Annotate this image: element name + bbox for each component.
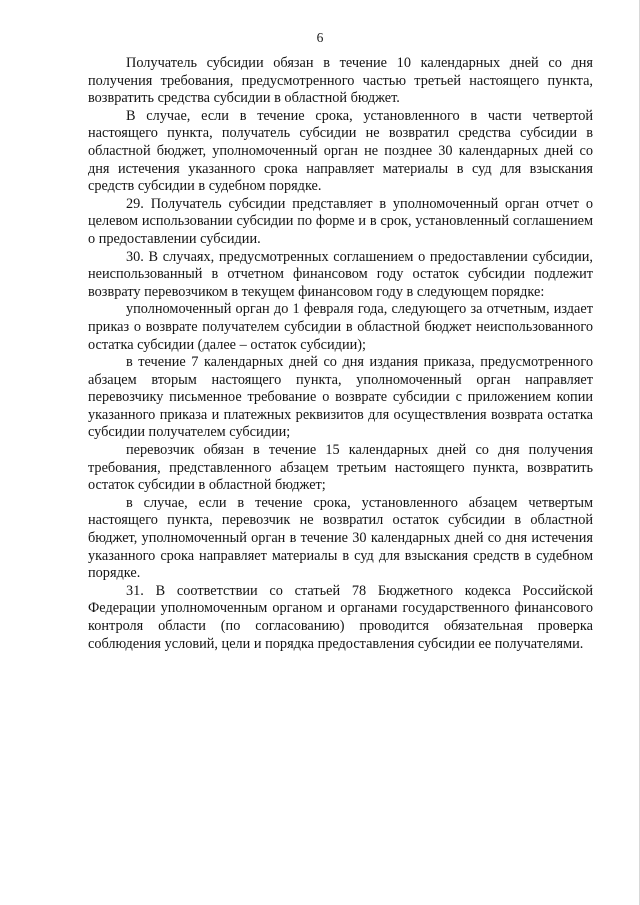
paragraph-item-30-unused-balance: 30. В случаях, предусмотренных соглашением о предоставлении субсидии, неиспользованный в отчетном финансовом году остаток субсидии подлежит возврату перевозчиком в текущем финансовом году в следующем порядке: [88, 248, 593, 300]
paragraph-carrier-court-recovery: в случае, если в течение срока, установленного абзацем четвертым настоящего пункта, перевозчик не возвратил остаток субсидии в областной бюджет, уполномоченный орган в течение 30 календарных дней со дня истечения указанного срока направляет материалы в суд для взыскания средств в судебном порядке. [88, 494, 593, 582]
paragraph-court-recovery: В случае, если в течение срока, установленного в части четвертой настоящего пункта, получатель субсидии не возвратил средства субсидии в областной бюджет, уполномоченный орган не позднее 30 календарных дней со дня истечения указанного срока направляет материалы в суд для взыскания средств субсидии в судебном порядке. [88, 107, 593, 195]
paragraph-written-demand: в течение 7 календарных дней со дня издания приказа, предусмотренного абзацем вторым настоящего пункта, уполномоченный орган направляет перевозчику письменное требование о возврате субсидии с приложением копии указанного приказа и платежных реквизитов для осуществления возврата остатка субсидии получателем субсидии; [88, 354, 593, 441]
paragraph-item-31-audit: 31. В соответствии со статьей 78 Бюджетного кодекса Российской Федерации уполномоченным органом и органами государственного финансового контроля области (по согласованию) проводится обязательная проверка соблюдения условий, цели и порядка предоставления субсидии ее получателями. [88, 582, 593, 652]
paragraph-item-29-report: 29. Получатель субсидии представляет в уполномоченный орган отчет о целевом использовании субсидии по форме и в срок, установленный соглашением о предоставлении субсидии. [88, 195, 593, 247]
paragraph-refund-order: уполномоченный орган до 1 февраля года, следующего за отчетным, издает приказ о возврате получателем субсидии в областной бюджет неиспользованного остатка субсидии (далее – остаток субсидии); [88, 301, 593, 353]
paragraph-carrier-obligation: перевозчик обязан в течение 15 календарных дней со дня получения требования, представленного абзацем третьим настоящего пункта, возвратить остаток субсидии в областной бюджет; [88, 442, 593, 494]
page-number: 6 [316, 30, 324, 45]
paragraph-refund-obligation: Получатель субсидии обязан в течение 10 календарных дней со дня получения требования, предусмотренного частью третьей настоящего пункта, возвратить средства субсидии в областной бюджет. [88, 55, 593, 107]
document-body [88, 55, 593, 653]
